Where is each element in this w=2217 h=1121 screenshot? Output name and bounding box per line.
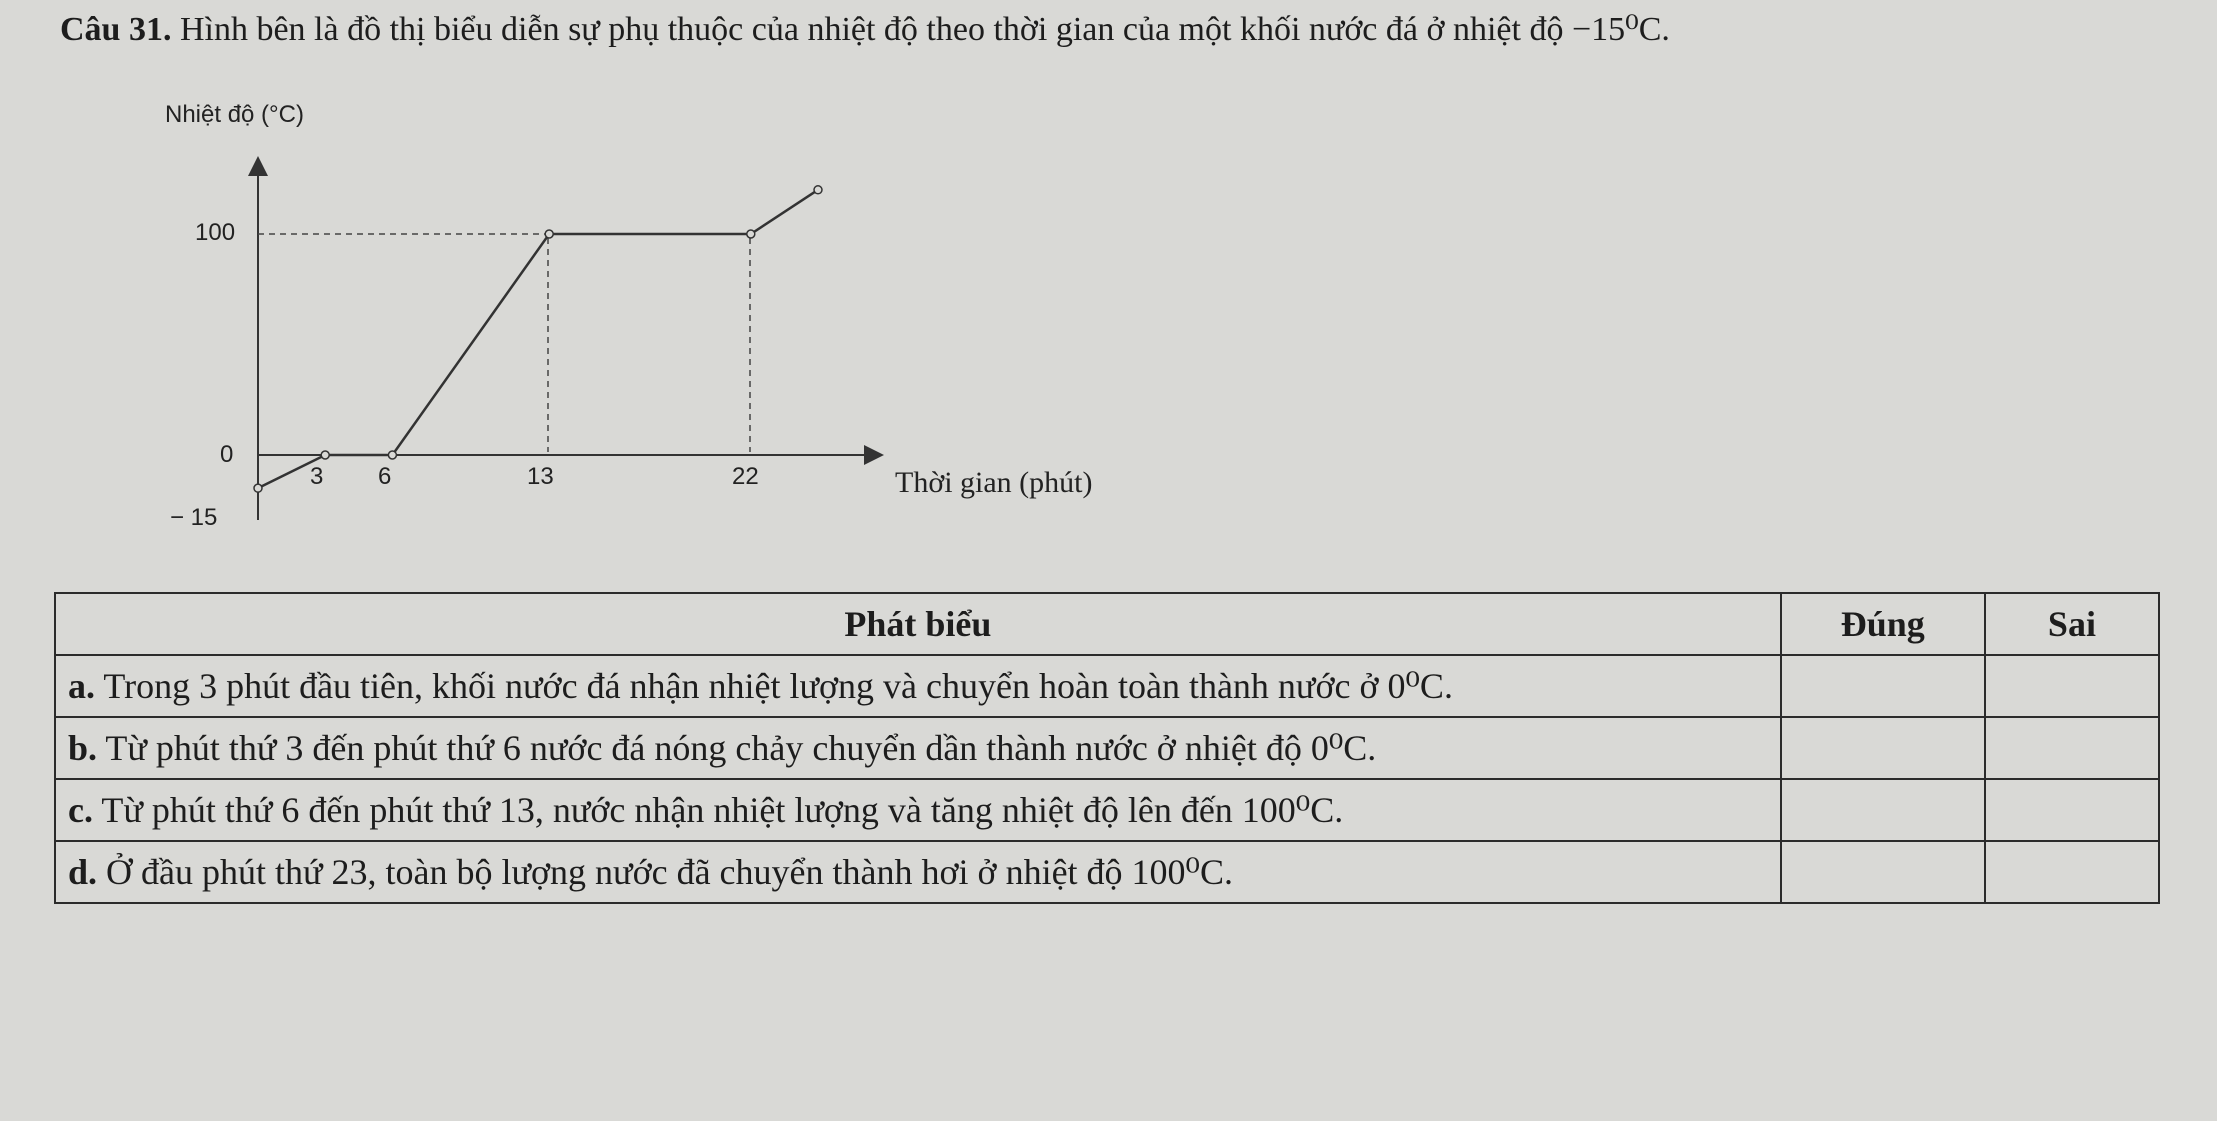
- data-point-3: [545, 230, 553, 238]
- statement-cell: [55, 841, 1781, 903]
- answer-false-cell[interactable]: [1985, 779, 2159, 841]
- data-point-0: [254, 484, 262, 492]
- answer-false-cell[interactable]: [1985, 655, 2159, 717]
- statements-table: [54, 592, 2160, 904]
- x-tick-3: 3: [310, 463, 324, 490]
- header-true: Đúng: [1781, 593, 1985, 655]
- statement-text: Trong 3 phút đầu tiên, khối nước đá nhận nhiệt lượng và chuyển hoàn toàn thành nước ở 0⁰C.: [103, 666, 1453, 706]
- data-point-4: [747, 230, 755, 238]
- y-tick-0: 0: [220, 441, 234, 468]
- x-tick-22: 22: [732, 463, 759, 490]
- x-axis-title: Thời gian (phút): [895, 466, 1093, 499]
- table-header-row: [55, 593, 2159, 655]
- statement-label: b.: [68, 728, 98, 768]
- y-axis-title: Nhiệt độ (°C): [165, 101, 304, 128]
- data-point-2: [388, 451, 396, 459]
- x-tick-13: 13: [527, 463, 554, 490]
- question-body: Hình bên là đồ thị biểu diễn sự phụ thuộc của nhiệt độ theo thời gian của một khối nước đá ở nhiệt độ −15⁰C.: [179, 11, 1670, 48]
- header-false: Sai: [1985, 593, 2159, 655]
- table-row: [55, 841, 2159, 903]
- header-statement: Phát biểu: [55, 593, 1781, 655]
- statement-cell: [55, 655, 1781, 717]
- question-number: Câu 31.: [60, 11, 172, 48]
- y-tick-minus15: − 15: [170, 504, 218, 531]
- temperature-points: [254, 186, 822, 492]
- answer-false-cell[interactable]: [1985, 841, 2159, 903]
- statement-text: Từ phút thứ 3 đến phút thứ 6 nước đá nóng chảy chuyển dần thành nước ở nhiệt độ 0⁰C.: [105, 728, 1377, 768]
- answer-true-cell[interactable]: [1781, 841, 1985, 903]
- answer-false-cell[interactable]: [1985, 717, 2159, 779]
- y-tick-100: 100: [195, 219, 236, 246]
- statement-text: Từ phút thứ 6 đến phút thứ 13, nước nhận nhiệt lượng và tăng nhiệt độ lên đến 100⁰C.: [101, 790, 1344, 830]
- data-point-5: [814, 186, 822, 194]
- temperature-time-graph: [0, 100, 1200, 560]
- answer-true-cell[interactable]: [1781, 779, 1985, 841]
- answer-true-cell[interactable]: [1781, 655, 1985, 717]
- statement-cell: [55, 779, 1781, 841]
- question-text: [60, 6, 2160, 54]
- table-row: [55, 655, 2159, 717]
- answer-true-cell[interactable]: [1781, 717, 1985, 779]
- data-point-1: [321, 451, 329, 459]
- statement-label: a.: [68, 666, 95, 706]
- statement-label: d.: [68, 852, 98, 892]
- table-row: [55, 717, 2159, 779]
- statement-cell: [55, 717, 1781, 779]
- statement-label: c.: [68, 790, 93, 830]
- x-tick-6: 6: [378, 463, 392, 490]
- table-row: [55, 779, 2159, 841]
- statement-text: Ở đầu phút thứ 23, toàn bộ lượng nước đã chuyển thành hơi ở nhiệt độ 100⁰C.: [106, 852, 1233, 892]
